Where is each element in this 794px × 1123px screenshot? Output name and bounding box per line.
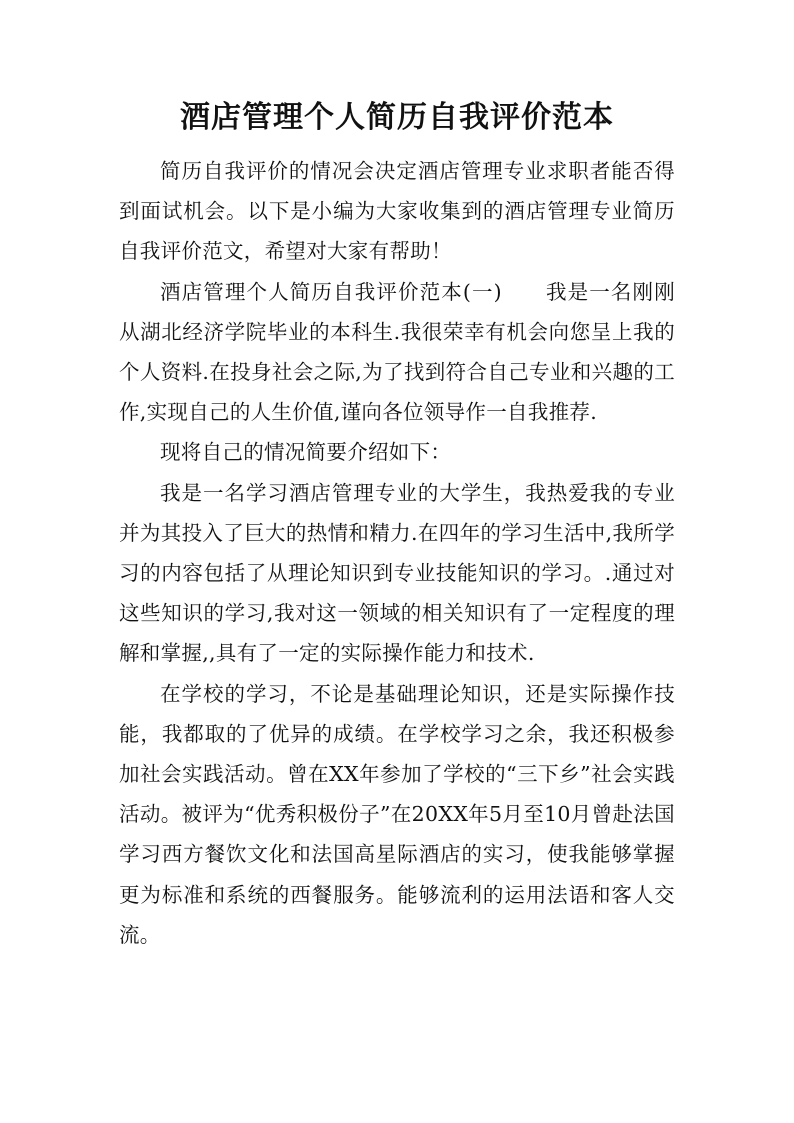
paragraph-major-study: 我是一名学习酒店管理专业的大学生，我热爱我的专业并为其投入了巨大的热情和精力.在四年的学习生活中,我所学习的内容包括了从理论知识到专业技能知识的学习。.通过对这些知识的学习,我对这一领域的相关知识有了一定程度的理解和掌握,,具有了一定的实际操作能力和技术. (119, 480, 675, 666)
document-body (119, 151, 675, 955)
paragraph-sample-one: 酒店管理个人简历自我评价范本(一) 我是一名刚刚从湖北经济学院毕业的本科生.我很荣幸有机会向您呈上我的个人资料.在投身社会之际,为了找到符合自己专业和兴趣的工作,实现自己的人生价值,谨向各位领导作一自我推荐. (119, 279, 675, 425)
paragraph-situation: 现将自己的情况简要介绍如下： (160, 440, 452, 465)
paragraph-intro: 简历自我评价的情况会决定酒店管理专业求职者能否得到面试机会。以下是小编为大家收集到的酒店管理专业简历自我评价范文，希望对大家有帮助！ (119, 159, 675, 264)
paragraph-school-practice: 在学校的学习，不论是基础理论知识，还是实际操作技能，我都取的了优异的成绩。在学校学习之余，我还积极参加社会实践活动。曾在XX年参加了学校的“三下乡”社会实践活动。被评为“优秀积极份子”在20XX年5月至10月曾赴法国学习西方餐饮文化和法国高星际酒店的实习，使我能够掌握更为标准和系统的西餐服务。能够流利的运用法语和客人交流。 (119, 681, 675, 947)
document-title: 酒店管理个人简历自我评价范本 (180, 100, 614, 135)
